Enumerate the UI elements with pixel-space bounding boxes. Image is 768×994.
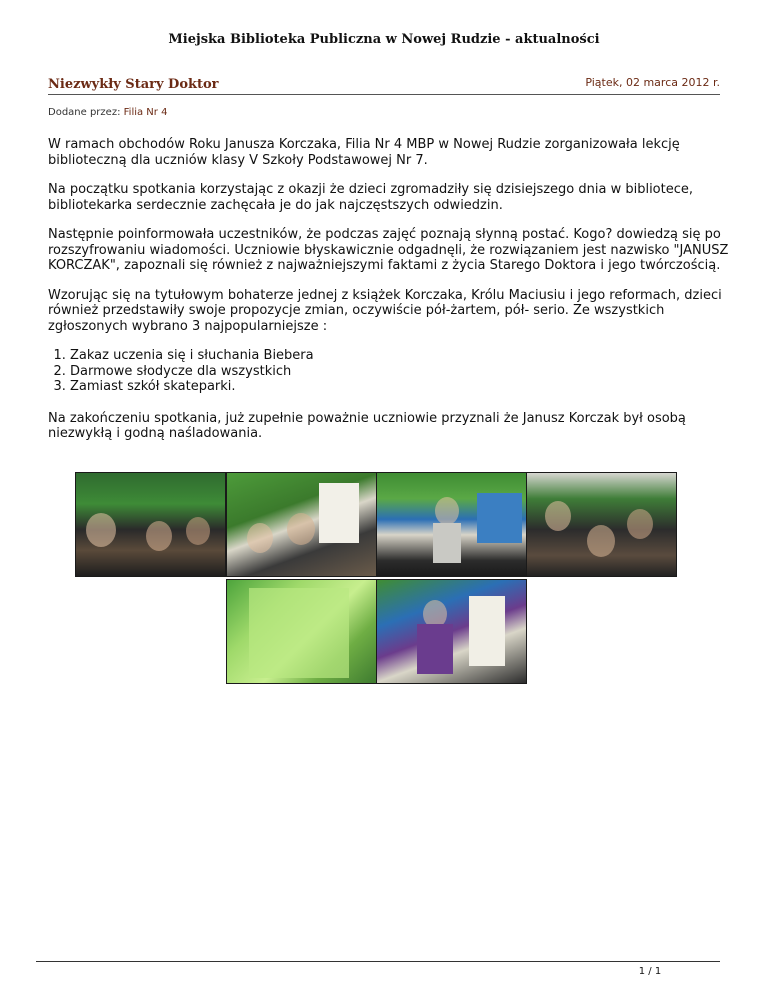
photo-detail [433, 523, 461, 563]
map-detail [477, 493, 522, 543]
list-item: 3. Zamiast szkół skateparki. [70, 379, 730, 395]
closing-paragraph: Na zakończeniu spotkania, już zupełnie poważnie uczniowie przyznali że Janusz Korczak był osobą niezwykłą i godną naśladowania. [48, 410, 686, 441]
gallery-photo-5[interactable] [226, 579, 377, 684]
photo-detail [545, 501, 571, 531]
gallery-photo-2[interactable] [226, 472, 377, 577]
footer-divider [36, 961, 720, 962]
gallery-photo-4[interactable] [526, 472, 677, 577]
flipchart-detail [319, 483, 359, 543]
paragraph: Następnie poinformowała uczestników, że podczas zajęć poznają słynną postać. Kogo? dowiedzą się po rozszyfrowaniu wiadomości. Uczniowie błyskawicznie odgadnęli, że rozwiązaniem jest nazwisko "JANUSZ KORCZAK", zapoznali się również z najważniejszymi faktami z życia Starego Doktora i jego twórczością. [48, 227, 729, 273]
gallery-photo-6[interactable] [376, 579, 527, 684]
byline [48, 107, 167, 118]
gallery-photo-3[interactable] [376, 472, 527, 577]
site-title: Miejska Biblioteka Publiczna w Nowej Rudzie - aktualności [168, 32, 600, 47]
byline-label: Dodane przez: [48, 107, 121, 118]
article-header [48, 74, 720, 95]
article-date: Piątek, 02 marca 2012 r. [585, 76, 720, 89]
paragraph: W ramach obchodów Roku Janusza Korczaka, Filia Nr 4 MBP w Nowej Rudzie zorganizowała lekcję biblioteczną dla uczniów klasy V Szkoły Podstawowej Nr 7. [48, 137, 680, 168]
photo-detail [627, 509, 653, 539]
photo-detail [186, 517, 210, 545]
photo-detail [146, 521, 172, 551]
article-title[interactable]: Niezwykły Stary Doktor [48, 77, 219, 92]
author-link[interactable]: Filia Nr 4 [123, 107, 168, 118]
list-item: 2. Darmowe słodycze dla wszystkich [70, 364, 730, 380]
photo-detail [247, 523, 273, 553]
photo-detail [86, 513, 116, 547]
paragraph: Wzorując się na tytułowym bohaterze jednej z książek Korczaka, Królu Maciusiu i jego reformach, dzieci również przedstawiły swoje propozycje zmian, oczywiście pół-żartem, pół- serio. Ze wszystkich zgłoszonych wybrano 3 najpopularniejsze : [48, 287, 722, 334]
flipchart-detail [469, 596, 505, 666]
poster-detail [249, 588, 349, 678]
photo-detail [587, 525, 615, 557]
page-number: 1 / 1 [638, 966, 662, 977]
photo-detail [287, 513, 315, 545]
photo-detail [417, 624, 453, 674]
list-item: 1. Zakaz uczenia się i słuchania Biebera [70, 348, 730, 364]
paragraph: Na początku spotkania korzystając z okazji że dzieci zgromadziły się dzisiejszego dnia w bibliotece, bibliotekarka serdecznie zachęcała je do jak najczęstszych odwiedzin. [48, 182, 694, 213]
article-body [48, 137, 730, 456]
proposals-list [48, 348, 730, 395]
gallery-photo-1[interactable] [75, 472, 226, 577]
photo-detail [435, 497, 459, 525]
